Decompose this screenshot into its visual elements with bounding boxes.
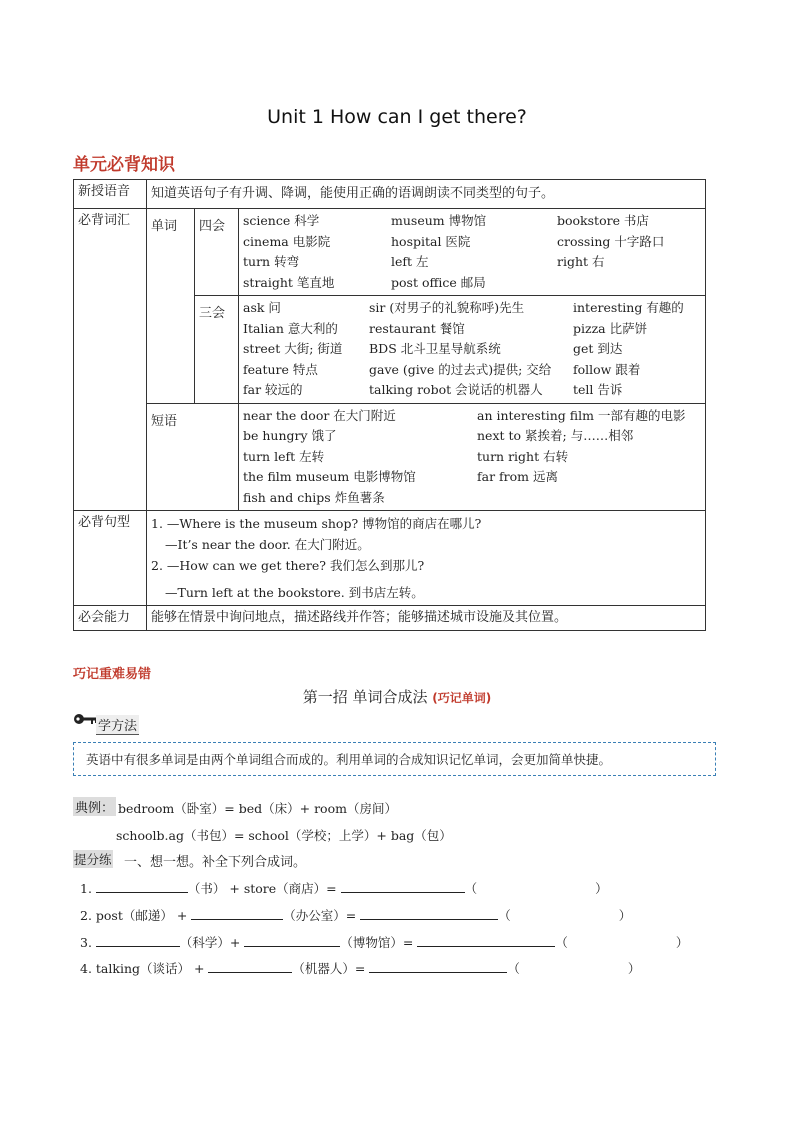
vocab-word: right 右 <box>557 254 605 269</box>
vocab-word: Italian 意大利的 <box>243 320 338 336</box>
answer-blank[interactable] <box>369 960 507 973</box>
method-subtitle: (巧记单词) <box>432 691 492 705</box>
exercise-3: 3. （科学）+ （博物馆）= （ ） <box>80 935 689 950</box>
exercise-1 <box>80 879 608 897</box>
vocab-label: 必背词汇 <box>74 209 147 511</box>
four-skill-words <box>239 209 706 296</box>
vocab-word: restaurant 餐馆 <box>369 320 465 336</box>
answer-blank[interactable] <box>244 934 340 947</box>
explanation-text: 英语中有很多单词是由两个单词组合而成的。利用单词的合成知识记忆单词，会更加简单快捷。 <box>86 752 612 767</box>
section-heading: 单元必背知识 <box>73 155 175 175</box>
vocab-word <box>557 273 701 294</box>
phrase-item: an interesting film 一部有趣的电影 <box>477 407 686 423</box>
phrases-list <box>239 403 706 511</box>
vocab-word: ask 问 <box>243 300 281 315</box>
phrases-label: 短语 <box>147 403 239 511</box>
vocab-word: hospital 医院 <box>391 233 471 249</box>
exercise-text: （科学）+ <box>179 935 245 950</box>
exercise-paren-close: ） <box>618 908 632 923</box>
phonetics-content: 知道英语句子有升调、降调，能使用正确的语调朗读不同类型的句子。 <box>147 180 706 209</box>
phrase-item: next to 紧挨着; 与……相邻 <box>477 428 634 443</box>
vocab-word: BDS 北斗卫星导航系统 <box>369 341 501 356</box>
phrase-item: turn right 右转 <box>477 448 569 464</box>
exercise-text: （办公室）= <box>283 908 361 923</box>
knowledge-table <box>73 179 706 631</box>
vocab-word: cinema 电影院 <box>243 233 331 249</box>
ability-content: 能够在情景中询问地点，描述路线并作答；能够描述城市设施及其位置。 <box>147 606 706 631</box>
phrase-item: far from 远离 <box>477 469 558 484</box>
explanation-box <box>73 742 716 776</box>
exercise-4 <box>80 959 640 977</box>
exercise-2 <box>80 906 631 924</box>
phrase-item: be hungry 饿了 <box>243 428 337 443</box>
answer-blank[interactable] <box>96 934 180 947</box>
vocab-word: far 较远的 <box>243 382 303 397</box>
phrase-item: fish and chips 炸鱼薯条 <box>243 489 385 505</box>
vocab-word: crossing 十字路口 <box>557 233 665 249</box>
practice-instruction: 一、想一想。补全下列合成词。 <box>124 855 307 870</box>
four-skill-label: 四会 <box>195 209 239 296</box>
phrase-item <box>477 488 701 509</box>
phrase-item: the film museum 电影博物馆 <box>243 469 416 484</box>
vocab-word: sir (对男子的礼貌称呼)先生 <box>369 300 525 315</box>
sentence-3: 2. —How can we get there? 我们怎么到那儿? <box>151 558 425 573</box>
page-title: Unit 1 How can I get there? <box>267 106 527 128</box>
exercise-paren-open: （ <box>464 881 478 896</box>
vocab-word: turn 转弯 <box>243 254 300 269</box>
example-2: schoolb.ag（书包）= school（学校；上学）+ bag（包） <box>116 828 452 843</box>
vocab-word: bookstore 书店 <box>557 213 649 228</box>
exercise-text: （博物馆）= <box>340 935 418 950</box>
example-1: bedroom（卧室）= bed（床）+ room（房间） <box>118 801 397 816</box>
vocab-word: follow 跟着 <box>573 361 641 377</box>
exercise-number: 4. talking（谈话） + <box>80 961 209 976</box>
phonetics-label: 新授语音 <box>74 180 147 209</box>
vocab-word: straight 笔直地 <box>243 274 335 290</box>
learn-method-label: 学方法 <box>96 715 139 735</box>
vocab-word: post office 邮局 <box>391 274 486 290</box>
vocab-word: tell 告诉 <box>573 382 623 397</box>
exercise-text: （书） + store（商店）= <box>187 881 341 896</box>
vocab-word: left 左 <box>391 254 429 269</box>
answer-blank[interactable] <box>96 880 188 893</box>
exercise-number: 1. <box>80 881 92 896</box>
vocab-word: pizza 比萨饼 <box>573 320 648 336</box>
exercise-paren-close: ） <box>627 961 641 976</box>
practice-label: 提分练 <box>74 852 112 867</box>
phrase-item: near the door 在大门附近 <box>243 407 396 423</box>
answer-blank[interactable] <box>341 880 465 893</box>
phrase-item: turn left 左转 <box>243 448 325 464</box>
sentence-2: —It’s near the door. 在大门附近。 <box>165 537 370 552</box>
ability-label: 必会能力 <box>74 606 147 631</box>
vocab-word: science 科学 <box>243 213 320 228</box>
sentence-1: 1. —Where is the museum shop? 博物馆的商店在哪儿? <box>151 516 482 531</box>
answer-blank[interactable] <box>360 907 498 920</box>
exercise-number: 3. <box>80 935 92 950</box>
words-label: 单词 <box>147 209 195 404</box>
exercise-number: 2. post（邮递） + <box>80 908 192 923</box>
answer-blank[interactable] <box>191 907 283 920</box>
sentences-content <box>147 511 706 606</box>
sentence-4: —Turn left at the bookstore. 到书店左转。 <box>165 585 424 600</box>
tips-heading: 巧记重难易错 <box>73 667 152 682</box>
answer-blank[interactable] <box>417 934 555 947</box>
vocab-word: interesting 有趣的 <box>573 300 684 315</box>
exercise-paren-close: ） <box>595 881 608 896</box>
method-title-text: 第一招 单词合成法 <box>302 688 428 706</box>
exercise-text: （机器人）= <box>292 961 370 976</box>
vocab-word: gave (give 的过去式)提供; 交给 <box>369 361 552 377</box>
three-skill-words <box>239 296 706 404</box>
method-title <box>0 686 794 707</box>
vocab-word: feature 特点 <box>243 361 318 377</box>
exercise-paren-open: （ <box>507 961 520 976</box>
answer-blank[interactable] <box>208 960 292 973</box>
vocab-word: talking robot 会说话的机器人 <box>369 382 543 397</box>
exercise-paren-open: （ <box>555 935 568 950</box>
vocab-word: museum 博物馆 <box>391 213 487 228</box>
three-skill-label: 三会 <box>195 296 239 404</box>
vocab-word: get 到达 <box>573 341 623 356</box>
example-label: 典例： <box>73 797 116 816</box>
exercise-paren-open: （ <box>498 908 511 923</box>
vocab-word: street 大街; 街道 <box>243 341 343 356</box>
sentences-label: 必背句型 <box>74 511 147 606</box>
